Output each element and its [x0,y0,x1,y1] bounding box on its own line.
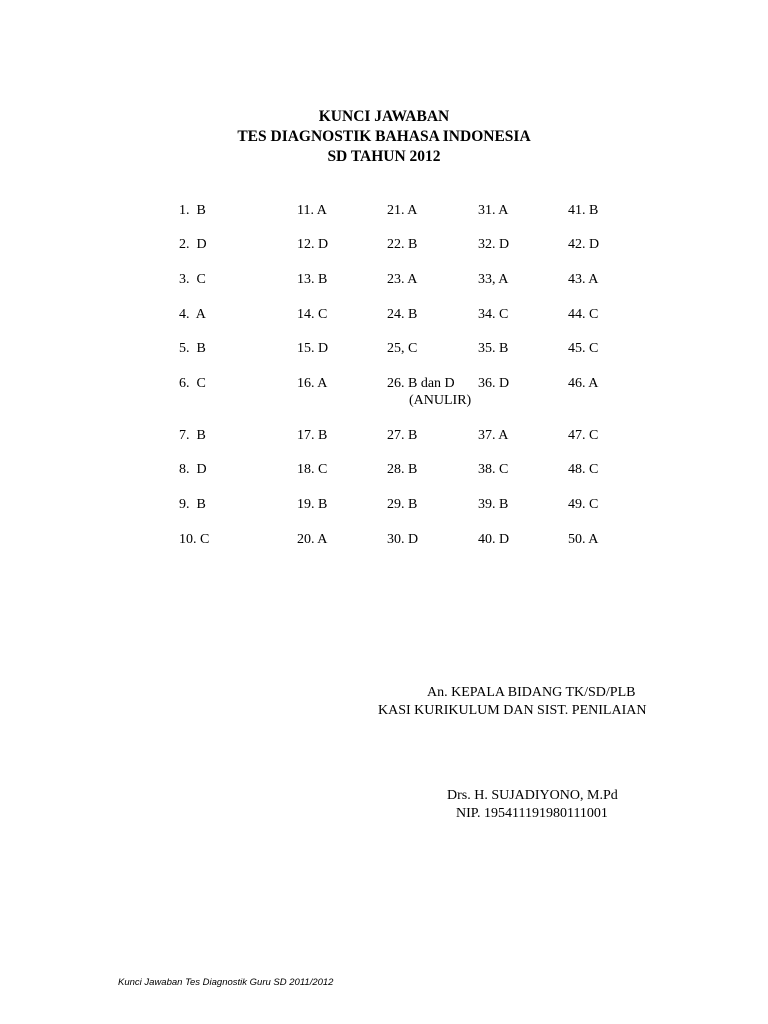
answer-item: 19. B [297,497,328,512]
document-title [0,107,768,167]
answer-item: 17. B [297,428,328,443]
answer-note-anulir: (ANULIR) [409,393,472,408]
answer-item: 24. B [387,307,418,322]
answer-item: 32. D [478,237,510,252]
answer-item: 29. B [387,497,418,512]
answer-item: 22. B [387,237,418,252]
answer-item: 23. A [387,272,418,287]
answer-item: 43. A [568,272,599,287]
answer-item: 5. B [179,341,206,356]
answer-item: 11. A [297,203,327,218]
answer-item: 25, C [387,341,418,356]
answer-item: 39. B [478,497,509,512]
answer-item: 47. C [568,428,599,443]
answer-item: 40. D [478,532,510,547]
answer-item: 34. C [478,307,509,322]
answer-item: 26. B dan D [387,376,455,391]
answer-item: 7. B [179,428,206,443]
answer-item: 37. A [478,428,509,443]
answer-item: 13. B [297,272,328,287]
answer-item: 10. C [179,532,210,547]
answer-item: 16. A [297,376,328,391]
answer-item: 50. A [568,532,599,547]
signature-title-line-1: An. KEPALA BIDANG TK/SD/PLB [427,685,636,700]
answer-item: 31. A [478,203,509,218]
answer-item: 20. A [297,532,328,547]
answer-item: 42. D [568,237,600,252]
signatory-name: Drs. H. SUJADIYONO, M.Pd [447,788,618,803]
answer-item: 2. D [179,237,207,252]
answer-item: 28. B [387,462,418,477]
answer-item: 3. C [179,272,206,287]
answer-item: 9. B [179,497,206,512]
title-line-2: TES DIAGNOSTIK BAHASA INDONESIA [237,128,531,145]
answer-item: 36. D [478,376,510,391]
answer-item: 30. D [387,532,419,547]
answer-item: 21. A [387,203,418,218]
answer-item: 49. C [568,497,599,512]
answer-item: 44. C [568,307,599,322]
title-line-3: SD TAHUN 2012 [327,148,441,165]
answer-item: 12. D [297,237,329,252]
answer-item: 18. C [297,462,328,477]
signatory-nip: NIP. 195411191980111001 [456,806,608,821]
answer-item: 35. B [478,341,509,356]
answer-item: 8. D [179,462,207,477]
answer-item: 27. B [387,428,418,443]
page-footer: Kunci Jawaban Tes Diagnostik Guru SD 2011/2012 [118,977,334,988]
answer-item: 41. B [568,203,599,218]
answer-item: 6. C [179,376,206,391]
answer-item: 1. B [179,203,206,218]
signature-title-line-2: KASI KURIKULUM DAN SIST. PENILAIAN [378,703,647,718]
answer-item: 14. C [297,307,328,322]
answer-item: 4. A [179,307,206,322]
answer-item: 38. C [478,462,509,477]
answer-item: 46. A [568,376,599,391]
answer-item: 33, A [478,272,509,287]
title-line-1: KUNCI JAWABAN [318,108,450,125]
answer-item: 15. D [297,341,329,356]
answer-item: 45. C [568,341,599,356]
answer-item: 48. C [568,462,599,477]
